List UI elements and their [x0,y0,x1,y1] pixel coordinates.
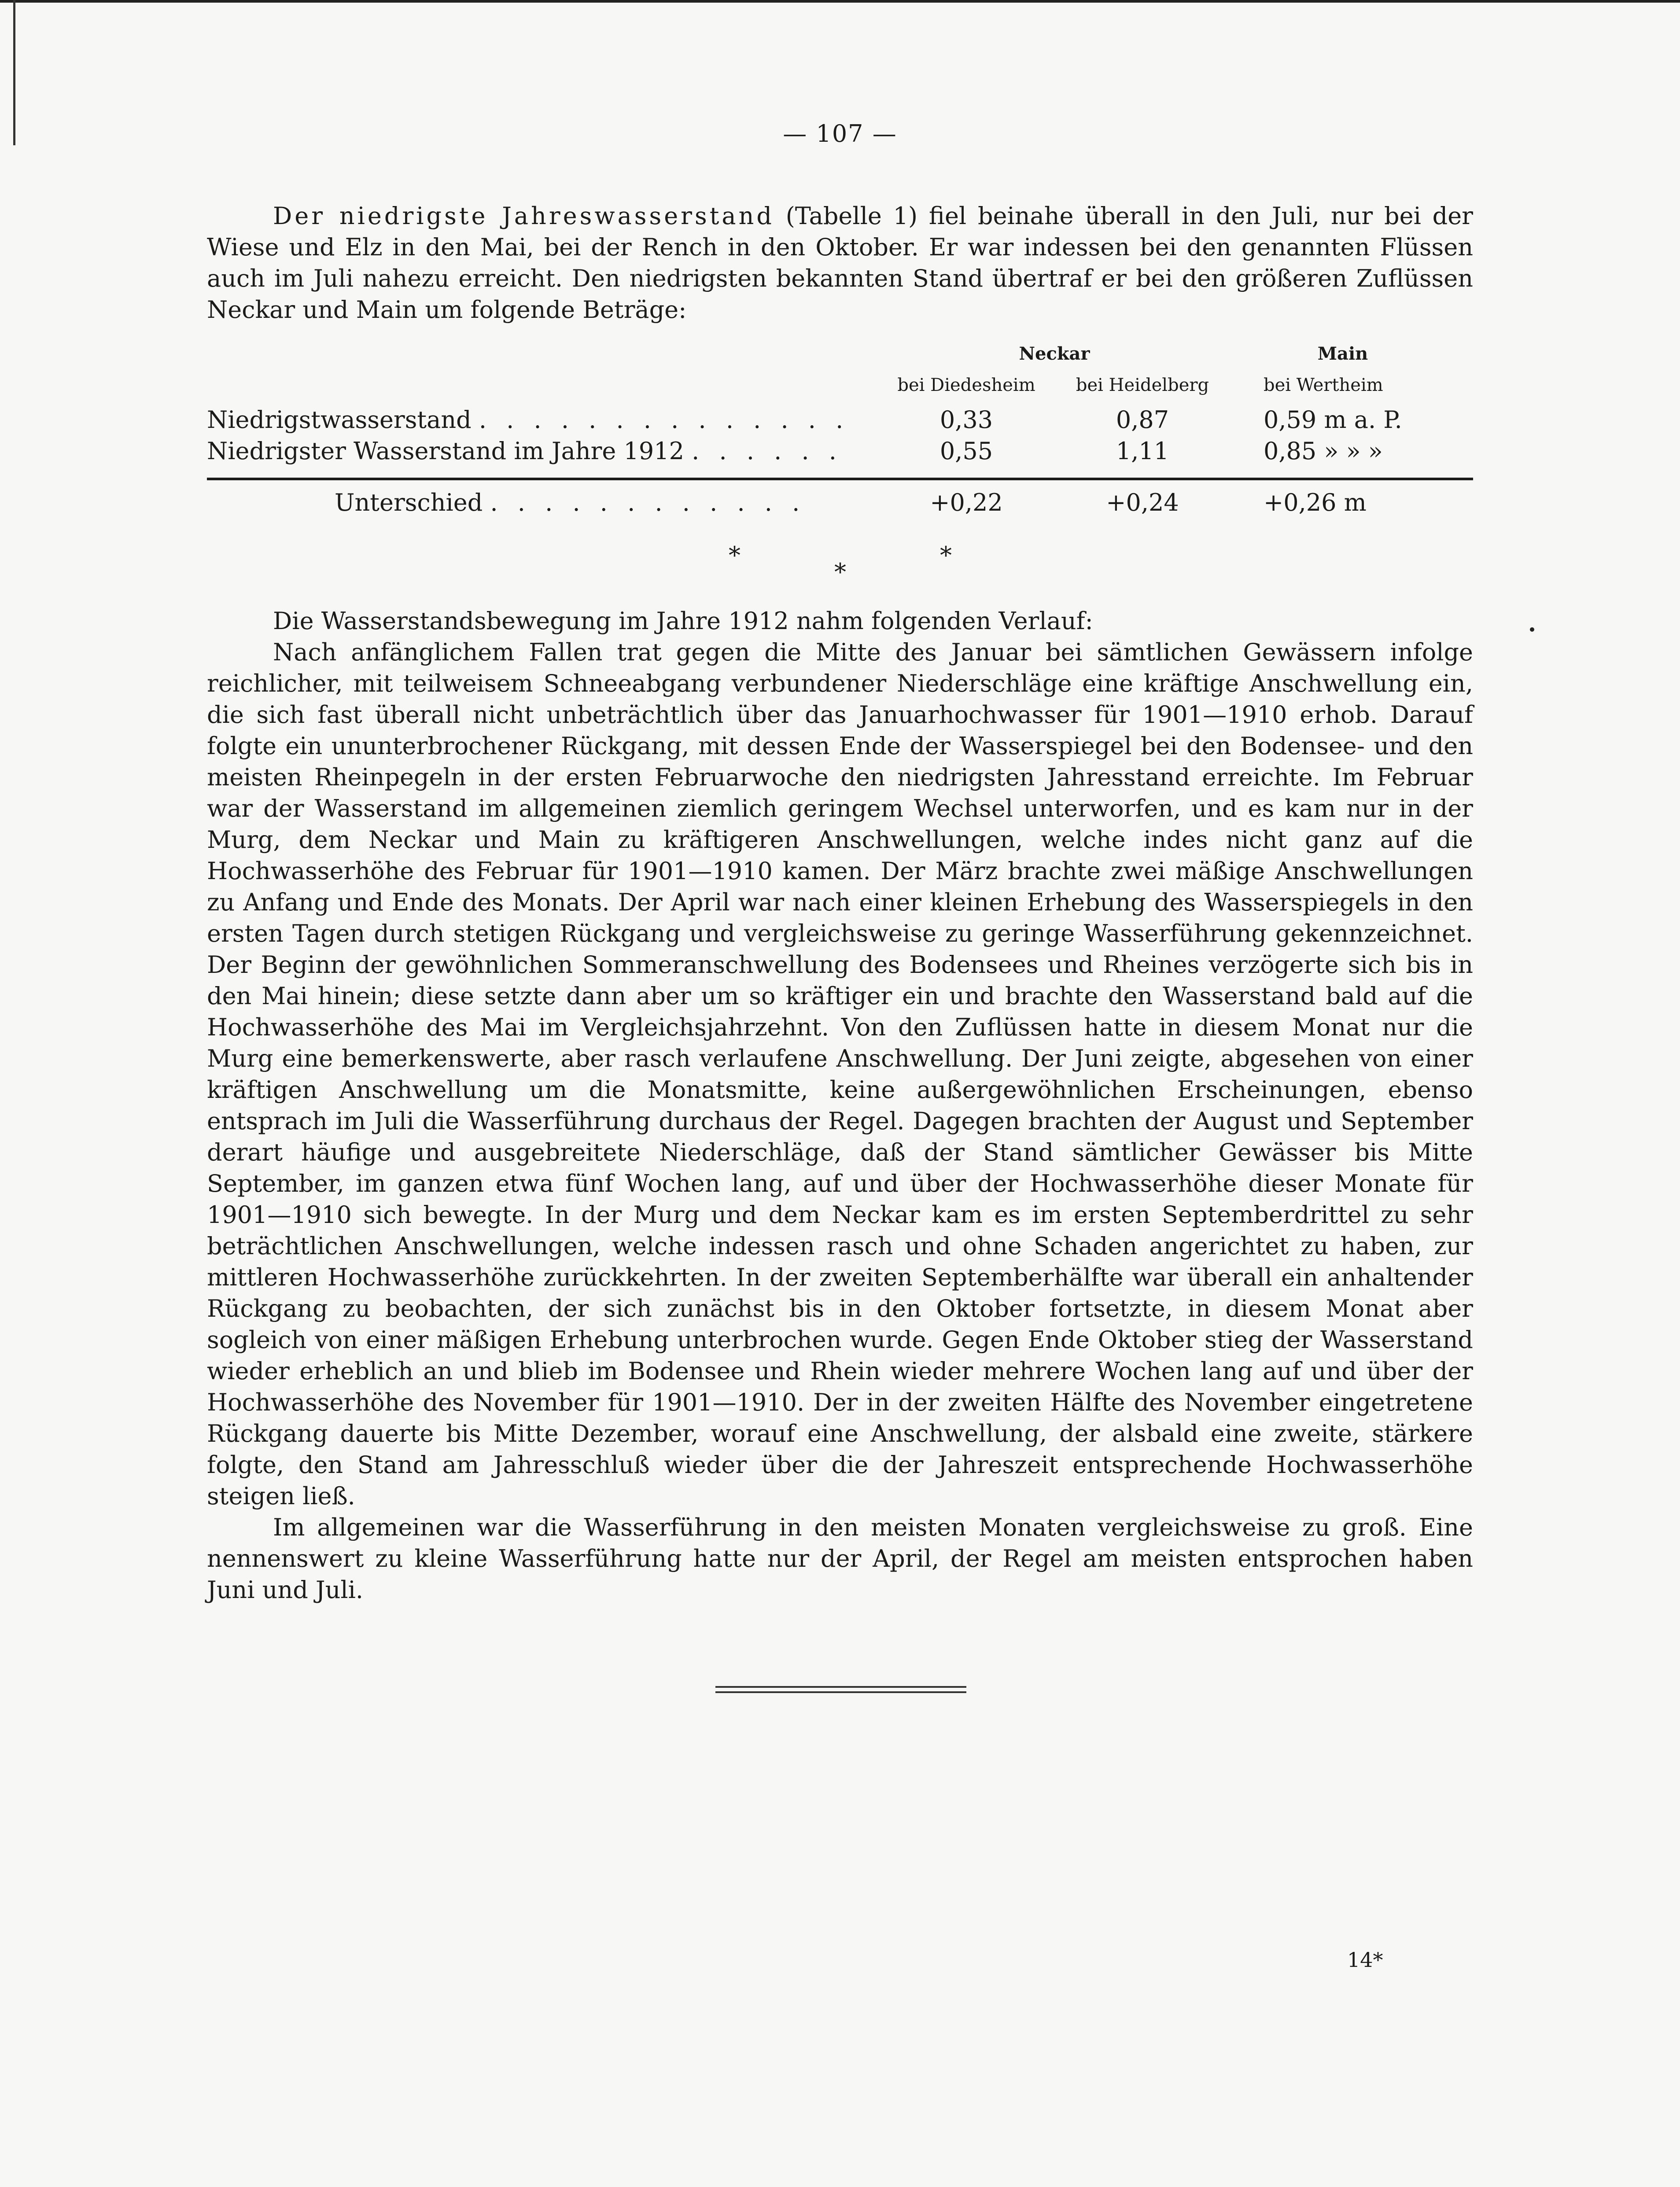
separator-star: * [834,558,846,586]
intro-text: (Tabelle 1) fiel beinahe überall in den Juli, nur bei der Wiese und Elz in den Mai, bei der Rench in den Oktober. Er war indessen bei den genannten Flüssen auch im Juli nahezu erreicht. Den niedrigsten bekannten Stand übertraf er bei den größeren Zuflüssen Neckar und Main um folgende Beträge: [207,202,1474,324]
table-cell: 0,87 [1116,406,1169,434]
intro-lead-term: Der niedrigste Jahreswasserstand [273,202,774,230]
column-header: bei Wertheim [1264,375,1383,395]
table-total-cell: +0,24 [1106,489,1179,516]
separator-star: * [729,541,741,569]
table-sum-rule [207,478,1473,480]
table-cell: 0,59 m a. P. [1264,406,1402,434]
end-rule [715,1686,966,1688]
table-cell: 1,11 [1116,437,1169,465]
table-cell: 0,85 » » » [1264,437,1383,465]
table-total-cell: +0,22 [930,489,1003,516]
water-level-table [207,339,1473,524]
group-header-neckar: Neckar [1019,343,1090,364]
scan-top-edge [0,0,1680,3]
intro-paragraph [207,200,1473,325]
table-cell: 0,33 [939,406,993,434]
table-total-cell: +0,26 m [1264,489,1367,516]
closing-paragraph: Im allgemeinen war die Wasserführung in den meisten Monaten vergleichsweise zu groß. Eine nennenswert zu kleine Wasserführung hatte nur der April, der Regel am meisten entsprochen haben Juni und Juli. [207,1513,1473,1604]
narrative-intro: Die Wasserstandsbewegung im Jahre 1912 nahm folgenden Verlauf: [273,607,1093,635]
narrative-section [207,605,1473,1605]
separator-star: * [940,541,952,569]
table-cell: 0,55 [939,437,993,465]
signature-mark: 14* [1347,1948,1383,1972]
column-header: bei Diedesheim [897,375,1035,395]
table-row-label: Niedrigstwasserstand . . . . . . . . . . . . . . [207,406,850,434]
page-number: — 107 — [783,120,897,147]
narrative-paragraph: Nach anfänglichem Fallen trat gegen die Mitte des Januar bei sämtlichen Gewässern infolge reichlicher, mit teilweisem Schneeabgang verbundener Niederschläge eine kräftige Anschwellung ein, die sich fast überall nicht unbeträchtlich über das Januarhochwasser für 1901—1910 erhob. Darauf folgte ein ununterbrochener Rückgang, mit dessen Ende der Wasserspiegel bei den Bodensee- und den meisten Rheinpegeln in der ersten Februarwoche den niedrigsten Jahresstand erreichte. Im Februar war der Wasserstand im allgemeinen ziemlich geringem Wechsel unterworfen, und es kam nur in der Murg, dem Neckar und Main zu kräftigeren Anschwellungen, welche indes nicht ganz auf die Hochwasserhöhe des Februar für 1901—1910 kamen. Der März brachte zwei mäßige Anschwellungen zu Anfang und Ende des Monats. Der April war nach einer kleinen Erhebung des Wasserspiegels in den ersten Tagen durch stetigen Rückgang und vergleichsweise zu geringe Wasserführung gekennzeichnet. Der Beginn der gewöhnlichen Sommeranschwellung des Bodensees und Rheines verzögerte sich bis in den Mai hinein; diese setzte dann aber um so kräftiger ein und brachte den Wasserstand bald auf die Hochwasserhöhe des Mai im Vergleichsjahrzehnt. Von den Zuflüssen hatte in diesem Monat nur die Murg eine bemerkenswerte, aber rasch verlaufene Anschwellung. Der Juni zeigte, abgesehen von einer kräftigen Anschwellung um die Monatsmitte, keine außergewöhnlichen Erscheinungen, ebenso entsprach im Juli die Wasserführung durchaus der Regel. Dagegen brachten der August und September derart häufige und ausgebreitete Niederschläge, daß der Stand sämtlicher Gewässer bis Mitte September, im ganzen etwa fünf Wochen lang, auf und über der Hochwasserhöhe dieser Monate für 1901—1910 sich bewegte. In der Murg und dem Neckar kam es im ersten Septemberdrittel zu sehr beträchtlichen Anschwellungen, welche indessen rasch und ohne Schaden angerichtet zu haben, zur mittleren Hochwasserhöhe zurückkehrten. In der zweiten Septemberhälfte war überall ein anhaltender Rückgang zu beobachten, der sich zunächst bis in den Oktober fortsetzte, in diesem Monat aber sogleich von einer mäßigen Erhebung unterbrochen wurde. Gegen Ende Oktober stieg der Wasserstand wieder erheblich an und blieb im Bodensee und Rhein wieder mehrere Wochen lang auf und über der Hochwasserhöhe des November für 1901—1910. Der in der zweiten Hälfte des November eingetretene Rückgang dauerte bis Mitte Dezember, worauf eine Anschwellung, der alsbald eine zweite, stärkere folgte, den Stand am Jahresschluß wieder über die der Jahreszeit entsprechende Hochwasserhöhe steigen ließ. [207,638,1473,1510]
end-rule [715,1691,966,1693]
column-header: bei Heidelberg [1076,375,1209,395]
table-total-label: Unterschied . . . . . . . . . . . . [335,489,806,516]
group-header-main: Main [1317,343,1368,364]
scan-speck [1530,627,1534,632]
table-row-label: Niedrigster Wasserstand im Jahre 1912 . . . . . . [207,437,843,465]
